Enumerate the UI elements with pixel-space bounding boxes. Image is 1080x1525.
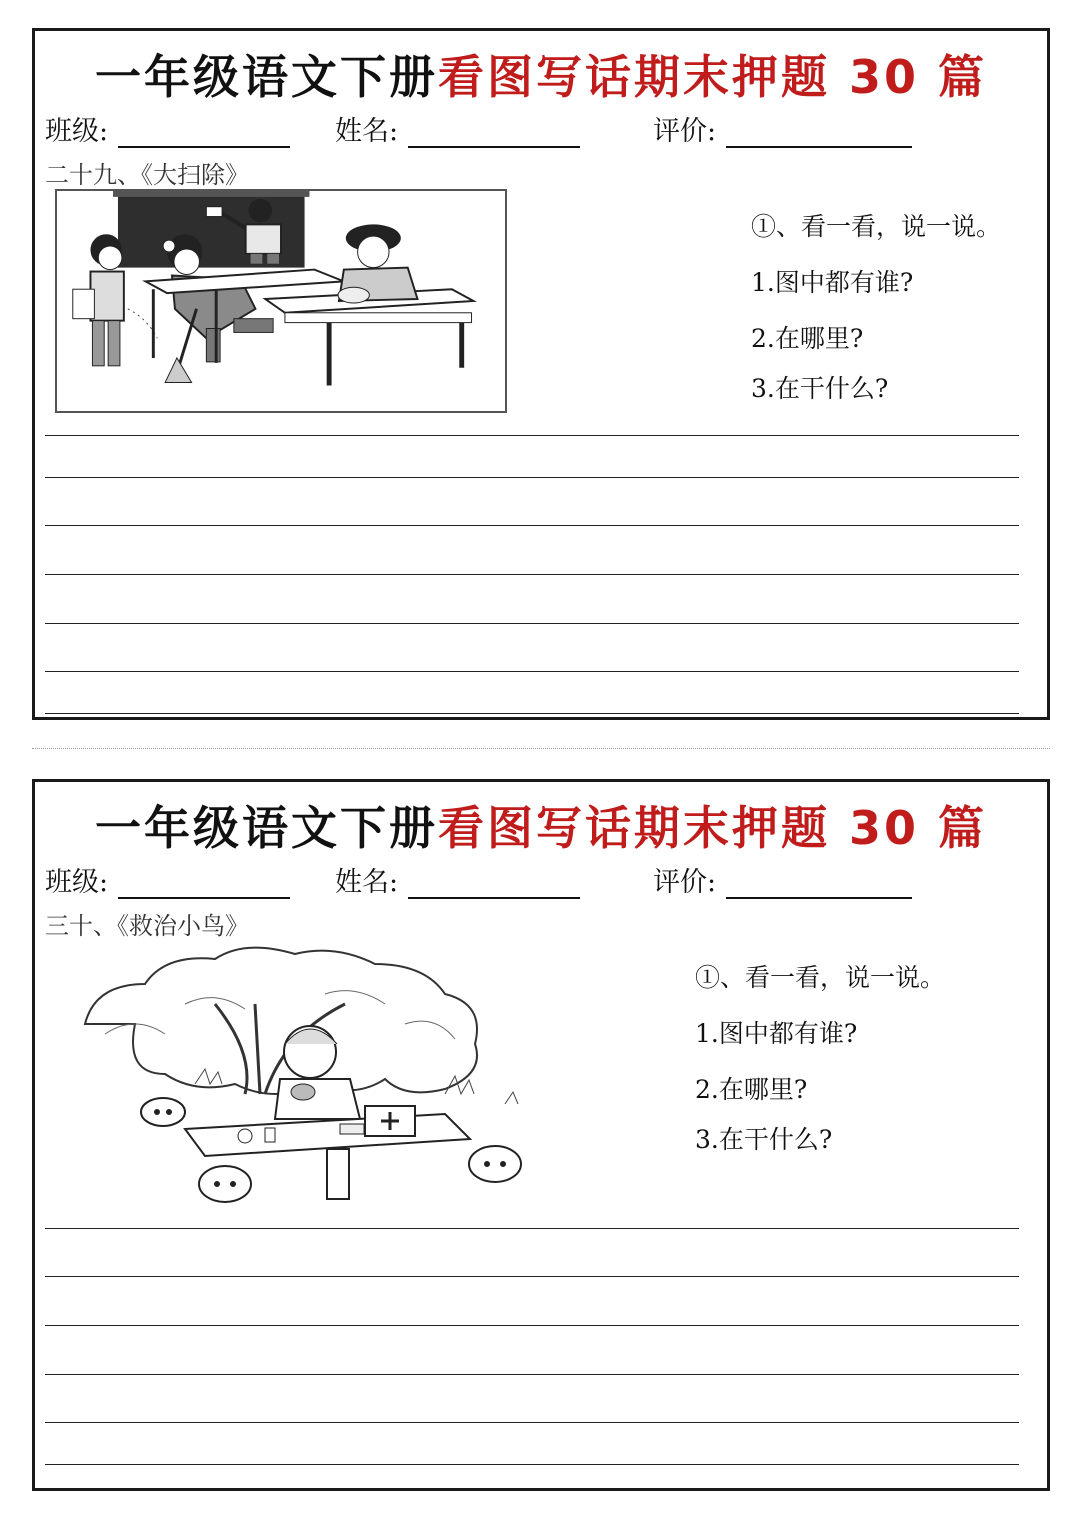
question-doing: 3.在干什么?: [751, 374, 889, 403]
name-label: 姓名:: [335, 867, 399, 898]
writing-line[interactable]: [45, 1325, 1019, 1326]
writing-line[interactable]: [45, 1422, 1019, 1423]
page-separator: [32, 748, 1050, 749]
evaluation-blank[interactable]: [726, 120, 912, 148]
topic-title: 三十、《救治小鸟》: [45, 912, 249, 940]
evaluation-field[interactable]: [653, 860, 912, 899]
worksheet-card-1: [32, 28, 1050, 720]
question-heading: ①、看一看，说一说。: [695, 963, 946, 992]
evaluation-label: 评价:: [653, 867, 717, 898]
evaluation-field[interactable]: [653, 109, 912, 148]
class-blank[interactable]: [118, 871, 290, 899]
worksheet-title: 一年级语文下册看图写话期末押题 30 篇: [94, 50, 988, 104]
question-heading: ①、看一看，说一说。: [751, 212, 1002, 241]
classroom-cleaning-drawing: [57, 191, 505, 411]
topic-title: 二十九、《大扫除》: [45, 161, 249, 189]
writing-line[interactable]: [45, 713, 1019, 714]
class-field[interactable]: [45, 109, 290, 148]
student-info-row: [45, 860, 1037, 900]
writing-line[interactable]: [45, 1276, 1019, 1277]
classroom-cleaning-illustration: [55, 189, 507, 413]
evaluation-blank[interactable]: [726, 871, 912, 899]
name-blank[interactable]: [408, 120, 580, 148]
worksheet-title: 一年级语文下册看图写话期末押题 30 篇: [94, 801, 988, 855]
question-who: 1.图中都有谁?: [751, 268, 914, 297]
worksheet-card-2: [32, 779, 1050, 1491]
question-where: 2.在哪里?: [751, 324, 864, 353]
writing-line[interactable]: [45, 671, 1019, 672]
name-label: 姓名:: [335, 116, 399, 147]
question-who: 1.图中都有谁?: [695, 1019, 858, 1048]
writing-line[interactable]: [45, 435, 1019, 436]
writing-line[interactable]: [45, 477, 1019, 478]
class-field[interactable]: [45, 860, 290, 899]
bird-rescue-drawing: [65, 944, 595, 1214]
class-label: 班级:: [45, 867, 109, 898]
class-label: 班级:: [45, 116, 109, 147]
writing-line[interactable]: [45, 1374, 1019, 1375]
writing-line[interactable]: [45, 525, 1019, 526]
student-info-row: [45, 109, 1037, 149]
question-where: 2.在哪里?: [695, 1075, 808, 1104]
class-blank[interactable]: [118, 120, 290, 148]
name-field[interactable]: [335, 860, 580, 899]
name-blank[interactable]: [408, 871, 580, 899]
writing-line[interactable]: [45, 1228, 1019, 1229]
question-doing: 3.在干什么?: [695, 1125, 833, 1154]
writing-line[interactable]: [45, 1464, 1019, 1465]
evaluation-label: 评价:: [653, 116, 717, 147]
writing-line[interactable]: [45, 623, 1019, 624]
writing-line[interactable]: [45, 574, 1019, 575]
name-field[interactable]: [335, 109, 580, 148]
boy-rescuing-bird-illustration: [65, 944, 595, 1214]
